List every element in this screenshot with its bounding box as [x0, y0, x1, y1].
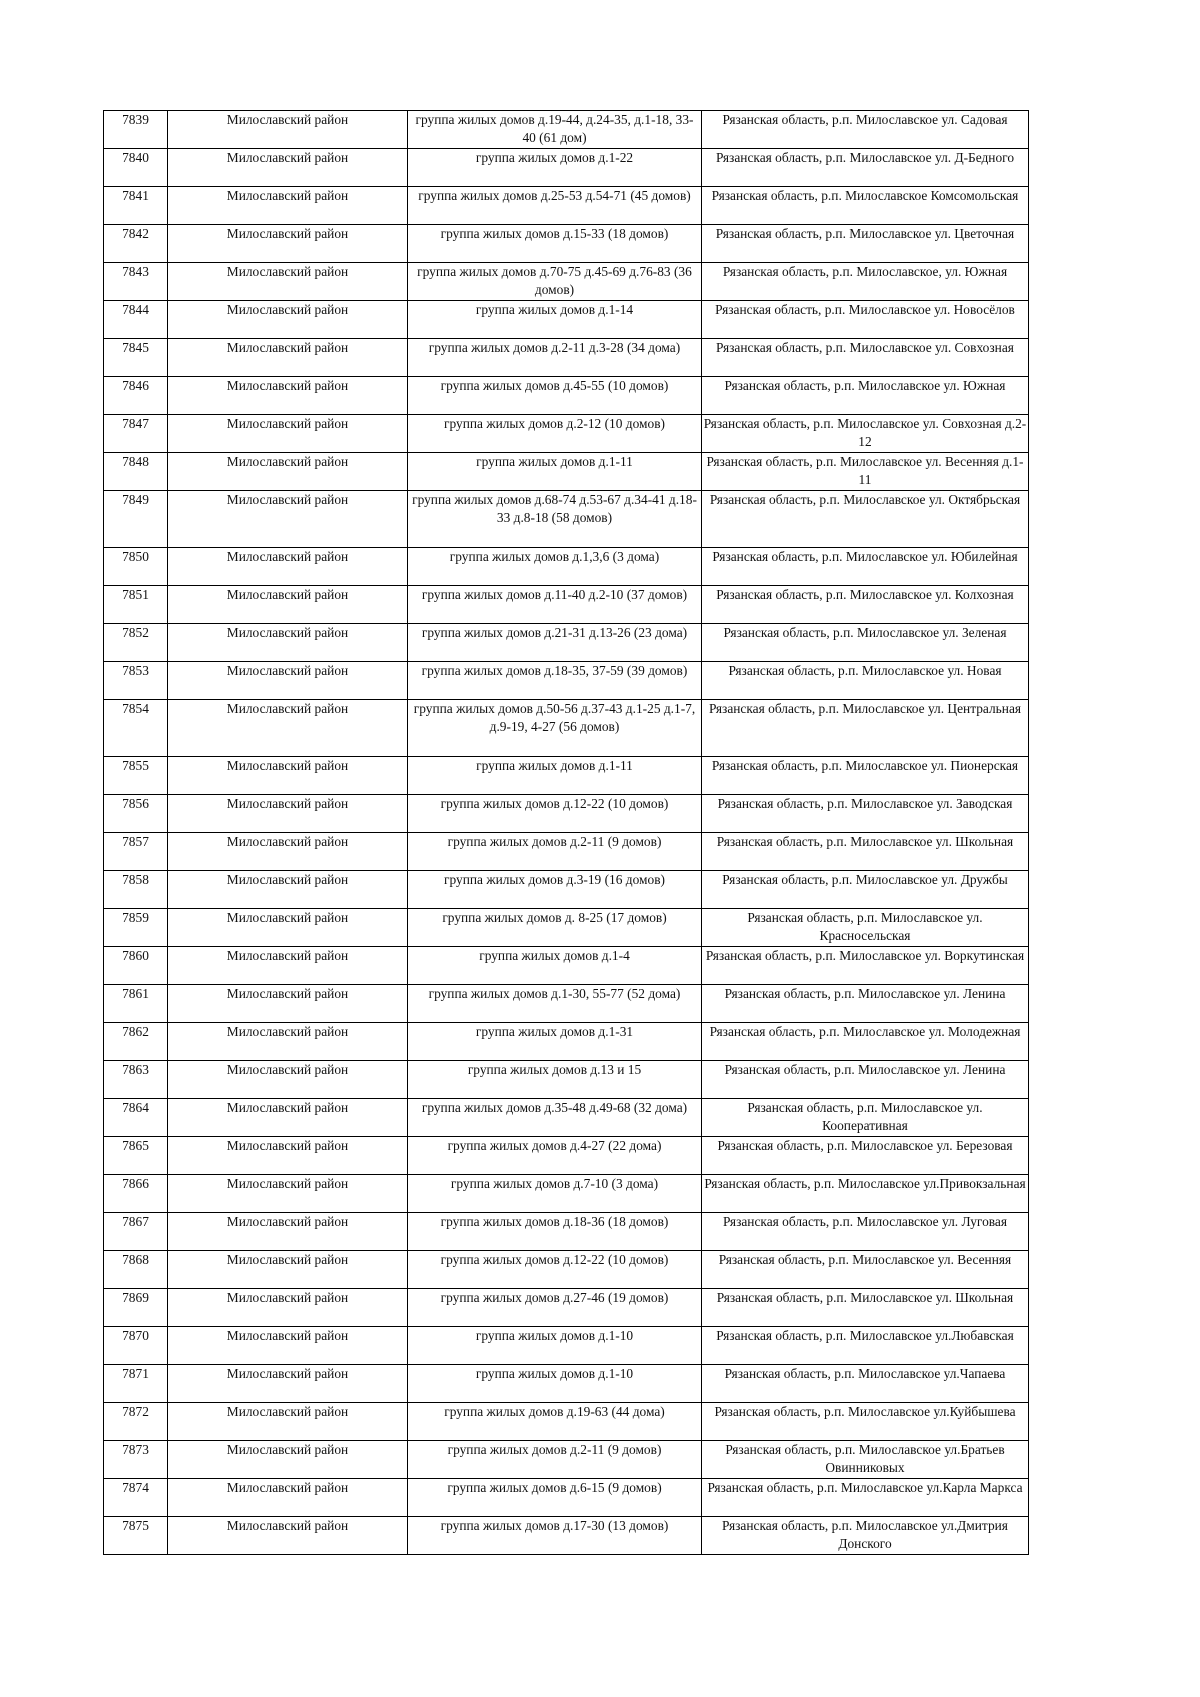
object-cell: группа жилых домов д.18-35, 37-59 (39 домов): [408, 662, 702, 700]
row-number-cell: 7845: [104, 339, 168, 377]
district-cell: Милославский район: [168, 453, 408, 491]
row-number-cell: 7874: [104, 1479, 168, 1517]
district-cell: Милославский район: [168, 1251, 408, 1289]
address-cell: Рязанская область, р.п. Милославское ул.Дмитрия Донского: [702, 1517, 1029, 1555]
district-cell: Милославский район: [168, 1137, 408, 1175]
table-row: [104, 149, 1029, 187]
row-number-cell: 7859: [104, 909, 168, 947]
object-cell: группа жилых домов д.25-53 д.54-71 (45 домов): [408, 187, 702, 225]
row-number-cell: 7852: [104, 624, 168, 662]
object-cell: группа жилых домов д.2-12 (10 домов): [408, 415, 702, 453]
table-row: [104, 263, 1029, 301]
row-number-cell: 7854: [104, 700, 168, 757]
district-cell: Милославский район: [168, 263, 408, 301]
address-cell: Рязанская область, р.п. Милославское ул. Дружбы: [702, 871, 1029, 909]
address-cell: Рязанская область, р.п. Милославское ул.Чапаева: [702, 1365, 1029, 1403]
row-number-cell: 7856: [104, 795, 168, 833]
object-cell: группа жилых домов д.12-22 (10 домов): [408, 795, 702, 833]
table-row: [104, 947, 1029, 985]
district-cell: Милославский район: [168, 1403, 408, 1441]
object-cell: группа жилых домов д.2-11 (9 домов): [408, 1441, 702, 1479]
address-cell: Рязанская область, р.п. Милославское ул.Братьев Овинниковых: [702, 1441, 1029, 1479]
table-row: [104, 624, 1029, 662]
object-cell: группа жилых домов д.11-40 д.2-10 (37 домов): [408, 586, 702, 624]
address-cell: Рязанская область, р.п. Милославское ул. Березовая: [702, 1137, 1029, 1175]
district-cell: Милославский район: [168, 1365, 408, 1403]
district-cell: Милославский район: [168, 871, 408, 909]
row-number-cell: 7858: [104, 871, 168, 909]
address-cell: Рязанская область, р.п. Милославское ул. Новосёлов: [702, 301, 1029, 339]
object-cell: группа жилых домов д.1-14: [408, 301, 702, 339]
district-cell: Милославский район: [168, 415, 408, 453]
table-row: [104, 1213, 1029, 1251]
table-row: [104, 491, 1029, 548]
address-cell: Рязанская область, р.п. Милославское ул. Ленина: [702, 985, 1029, 1023]
district-cell: Милославский район: [168, 1479, 408, 1517]
table-row: [104, 339, 1029, 377]
district-cell: Милославский район: [168, 1061, 408, 1099]
address-cell: Рязанская область, р.п. Милославское ул. Молодежная: [702, 1023, 1029, 1061]
district-cell: Милославский район: [168, 700, 408, 757]
address-cell: Рязанская область, р.п. Милославское ул. Школьная: [702, 1289, 1029, 1327]
table-row: [104, 700, 1029, 757]
district-cell: Милославский район: [168, 757, 408, 795]
row-number-cell: 7868: [104, 1251, 168, 1289]
table-row: [104, 225, 1029, 263]
district-cell: Милославский район: [168, 548, 408, 586]
object-cell: группа жилых домов д.19-63 (44 дома): [408, 1403, 702, 1441]
address-cell: Рязанская область, р.п. Милославское ул.Привокзальная: [702, 1175, 1029, 1213]
object-cell: группа жилых домов д.1-10: [408, 1365, 702, 1403]
district-cell: Милославский район: [168, 909, 408, 947]
address-cell: Рязанская область, р.п. Милославское ул.Любавская: [702, 1327, 1029, 1365]
row-number-cell: 7869: [104, 1289, 168, 1327]
object-cell: группа жилых домов д.1-4: [408, 947, 702, 985]
district-cell: Милославский район: [168, 1175, 408, 1213]
district-cell: Милославский район: [168, 225, 408, 263]
row-number-cell: 7850: [104, 548, 168, 586]
row-number-cell: 7873: [104, 1441, 168, 1479]
table-row: [104, 1479, 1029, 1517]
object-cell: группа жилых домов д.6-15 (9 домов): [408, 1479, 702, 1517]
row-number-cell: 7862: [104, 1023, 168, 1061]
row-number-cell: 7855: [104, 757, 168, 795]
address-cell: Рязанская область, р.п. Милославское ул. Школьная: [702, 833, 1029, 871]
table-row: [104, 909, 1029, 947]
table-row: [104, 1441, 1029, 1479]
object-cell: группа жилых домов д.3-19 (16 домов): [408, 871, 702, 909]
table-row: [104, 1099, 1029, 1137]
table-row: [104, 586, 1029, 624]
address-cell: Рязанская область, р.п. Милославское ул. Д-Бедного: [702, 149, 1029, 187]
district-cell: Милославский район: [168, 1289, 408, 1327]
object-cell: группа жилых домов д.19-44, д.24-35, д.1-18, 33-40 (61 дом): [408, 111, 702, 149]
table-row: [104, 377, 1029, 415]
objects-table: [103, 110, 1029, 1555]
row-number-cell: 7846: [104, 377, 168, 415]
row-number-cell: 7853: [104, 662, 168, 700]
address-cell: Рязанская область, р.п. Милославское ул. Красносельская: [702, 909, 1029, 947]
district-cell: Милославский район: [168, 1517, 408, 1555]
address-cell: Рязанская область, р.п. Милославское ул. Юбилейная: [702, 548, 1029, 586]
address-cell: Рязанская область, р.п. Милославское ул. Центральная: [702, 700, 1029, 757]
district-cell: Милославский район: [168, 377, 408, 415]
object-cell: группа жилых домов д. 8-25 (17 домов): [408, 909, 702, 947]
address-cell: Рязанская область, р.п. Милославское ул. Кооперативная: [702, 1099, 1029, 1137]
object-cell: группа жилых домов д.21-31 д.13-26 (23 дома): [408, 624, 702, 662]
table-row: [104, 795, 1029, 833]
address-cell: Рязанская область, р.п. Милославское ул. Ленина: [702, 1061, 1029, 1099]
table-row: [104, 662, 1029, 700]
district-cell: Милославский район: [168, 491, 408, 548]
object-cell: группа жилых домов д.18-36 (18 домов): [408, 1213, 702, 1251]
district-cell: Милославский район: [168, 662, 408, 700]
row-number-cell: 7861: [104, 985, 168, 1023]
district-cell: Милославский район: [168, 795, 408, 833]
object-cell: группа жилых домов д.2-11 д.3-28 (34 дома): [408, 339, 702, 377]
object-cell: группа жилых домов д.13 и 15: [408, 1061, 702, 1099]
table-row: [104, 1327, 1029, 1365]
table-body: [104, 111, 1029, 1555]
row-number-cell: 7870: [104, 1327, 168, 1365]
object-cell: группа жилых домов д.17-30 (13 домов): [408, 1517, 702, 1555]
table-row: [104, 1365, 1029, 1403]
object-cell: группа жилых домов д.1,3,6 (3 дома): [408, 548, 702, 586]
table-row: [104, 1061, 1029, 1099]
row-number-cell: 7848: [104, 453, 168, 491]
table-row: [104, 453, 1029, 491]
address-cell: Рязанская область, р.п. Милославское ул. Пионерская: [702, 757, 1029, 795]
address-cell: Рязанская область, р.п. Милославское, ул. Южная: [702, 263, 1029, 301]
row-number-cell: 7851: [104, 586, 168, 624]
table-row: [104, 111, 1029, 149]
table-row: [104, 301, 1029, 339]
row-number-cell: 7839: [104, 111, 168, 149]
address-cell: Рязанская область, р.п. Милославское Комсомольская: [702, 187, 1029, 225]
row-number-cell: 7867: [104, 1213, 168, 1251]
table-row: [104, 1137, 1029, 1175]
district-cell: Милославский район: [168, 1023, 408, 1061]
address-cell: Рязанская область, р.п. Милославское ул. Новая: [702, 662, 1029, 700]
address-cell: Рязанская область, р.п. Милославское ул. Луговая: [702, 1213, 1029, 1251]
row-number-cell: 7875: [104, 1517, 168, 1555]
row-number-cell: 7843: [104, 263, 168, 301]
district-cell: Милославский район: [168, 624, 408, 662]
row-number-cell: 7841: [104, 187, 168, 225]
table-row: [104, 1023, 1029, 1061]
district-cell: Милославский район: [168, 1327, 408, 1365]
row-number-cell: 7860: [104, 947, 168, 985]
table-row: [104, 757, 1029, 795]
row-number-cell: 7847: [104, 415, 168, 453]
address-cell: Рязанская область, р.п. Милославское ул.Куйбышева: [702, 1403, 1029, 1441]
object-cell: группа жилых домов д.1-30, 55-77 (52 дома): [408, 985, 702, 1023]
address-cell: Рязанская область, р.п. Милославское ул. Воркутинская: [702, 947, 1029, 985]
address-cell: Рязанская область, р.п. Милославское ул. Садовая: [702, 111, 1029, 149]
address-cell: Рязанская область, р.п. Милославское ул. Весенняя д.1-11: [702, 453, 1029, 491]
address-cell: Рязанская область, р.п. Милославское ул. Колхозная: [702, 586, 1029, 624]
row-number-cell: 7871: [104, 1365, 168, 1403]
address-cell: Рязанская область, р.п. Милославское ул. Совхозная: [702, 339, 1029, 377]
object-cell: группа жилых домов д.27-46 (19 домов): [408, 1289, 702, 1327]
address-cell: Рязанская область, р.п. Милославское ул. Весенняя: [702, 1251, 1029, 1289]
row-number-cell: 7864: [104, 1099, 168, 1137]
district-cell: Милославский район: [168, 833, 408, 871]
row-number-cell: 7857: [104, 833, 168, 871]
district-cell: Милославский район: [168, 586, 408, 624]
table-row: [104, 1175, 1029, 1213]
district-cell: Милославский район: [168, 301, 408, 339]
row-number-cell: 7849: [104, 491, 168, 548]
district-cell: Милославский район: [168, 111, 408, 149]
object-cell: группа жилых домов д.68-74 д.53-67 д.34-41 д.18-33 д.8-18 (58 домов): [408, 491, 702, 548]
object-cell: группа жилых домов д.70-75 д.45-69 д.76-83 (36 домов): [408, 263, 702, 301]
table-row: [104, 415, 1029, 453]
table-row: [104, 1251, 1029, 1289]
district-cell: Милославский район: [168, 149, 408, 187]
table-row: [104, 548, 1029, 586]
address-cell: Рязанская область, р.п. Милославское ул. Октябрьская: [702, 491, 1029, 548]
district-cell: Милославский район: [168, 985, 408, 1023]
district-cell: Милославский район: [168, 187, 408, 225]
object-cell: группа жилых домов д.2-11 (9 домов): [408, 833, 702, 871]
object-cell: группа жилых домов д.12-22 (10 домов): [408, 1251, 702, 1289]
object-cell: группа жилых домов д.1-22: [408, 149, 702, 187]
object-cell: группа жилых домов д.50-56 д.37-43 д.1-25 д.1-7, д.9-19, 4-27 (56 домов): [408, 700, 702, 757]
table-row: [104, 871, 1029, 909]
address-cell: Рязанская область, р.п. Милославское ул. Совхозная д.2-12: [702, 415, 1029, 453]
district-cell: Милославский район: [168, 947, 408, 985]
object-cell: группа жилых домов д.7-10 (3 дома): [408, 1175, 702, 1213]
table-row: [104, 187, 1029, 225]
table-row: [104, 833, 1029, 871]
row-number-cell: 7865: [104, 1137, 168, 1175]
object-cell: группа жилых домов д.1-11: [408, 453, 702, 491]
object-cell: группа жилых домов д.45-55 (10 домов): [408, 377, 702, 415]
address-cell: Рязанская область, р.п. Милославское ул. Зеленая: [702, 624, 1029, 662]
object-cell: группа жилых домов д.1-10: [408, 1327, 702, 1365]
table-row: [104, 1289, 1029, 1327]
row-number-cell: 7842: [104, 225, 168, 263]
address-cell: Рязанская область, р.п. Милославское ул. Южная: [702, 377, 1029, 415]
address-cell: Рязанская область, р.п. Милославское ул. Заводская: [702, 795, 1029, 833]
row-number-cell: 7844: [104, 301, 168, 339]
object-cell: группа жилых домов д.15-33 (18 домов): [408, 225, 702, 263]
object-cell: группа жилых домов д.4-27 (22 дома): [408, 1137, 702, 1175]
row-number-cell: 7866: [104, 1175, 168, 1213]
row-number-cell: 7863: [104, 1061, 168, 1099]
district-cell: Милославский район: [168, 1099, 408, 1137]
table-row: [104, 985, 1029, 1023]
address-cell: Рязанская область, р.п. Милославское ул. Цветочная: [702, 225, 1029, 263]
object-cell: группа жилых домов д.1-11: [408, 757, 702, 795]
district-cell: Милославский район: [168, 339, 408, 377]
object-cell: группа жилых домов д.1-31: [408, 1023, 702, 1061]
object-cell: группа жилых домов д.35-48 д.49-68 (32 дома): [408, 1099, 702, 1137]
table-row: [104, 1403, 1029, 1441]
district-cell: Милославский район: [168, 1441, 408, 1479]
address-cell: Рязанская область, р.п. Милославское ул.Карла Маркса: [702, 1479, 1029, 1517]
district-cell: Милославский район: [168, 1213, 408, 1251]
table-row: [104, 1517, 1029, 1555]
row-number-cell: 7840: [104, 149, 168, 187]
row-number-cell: 7872: [104, 1403, 168, 1441]
